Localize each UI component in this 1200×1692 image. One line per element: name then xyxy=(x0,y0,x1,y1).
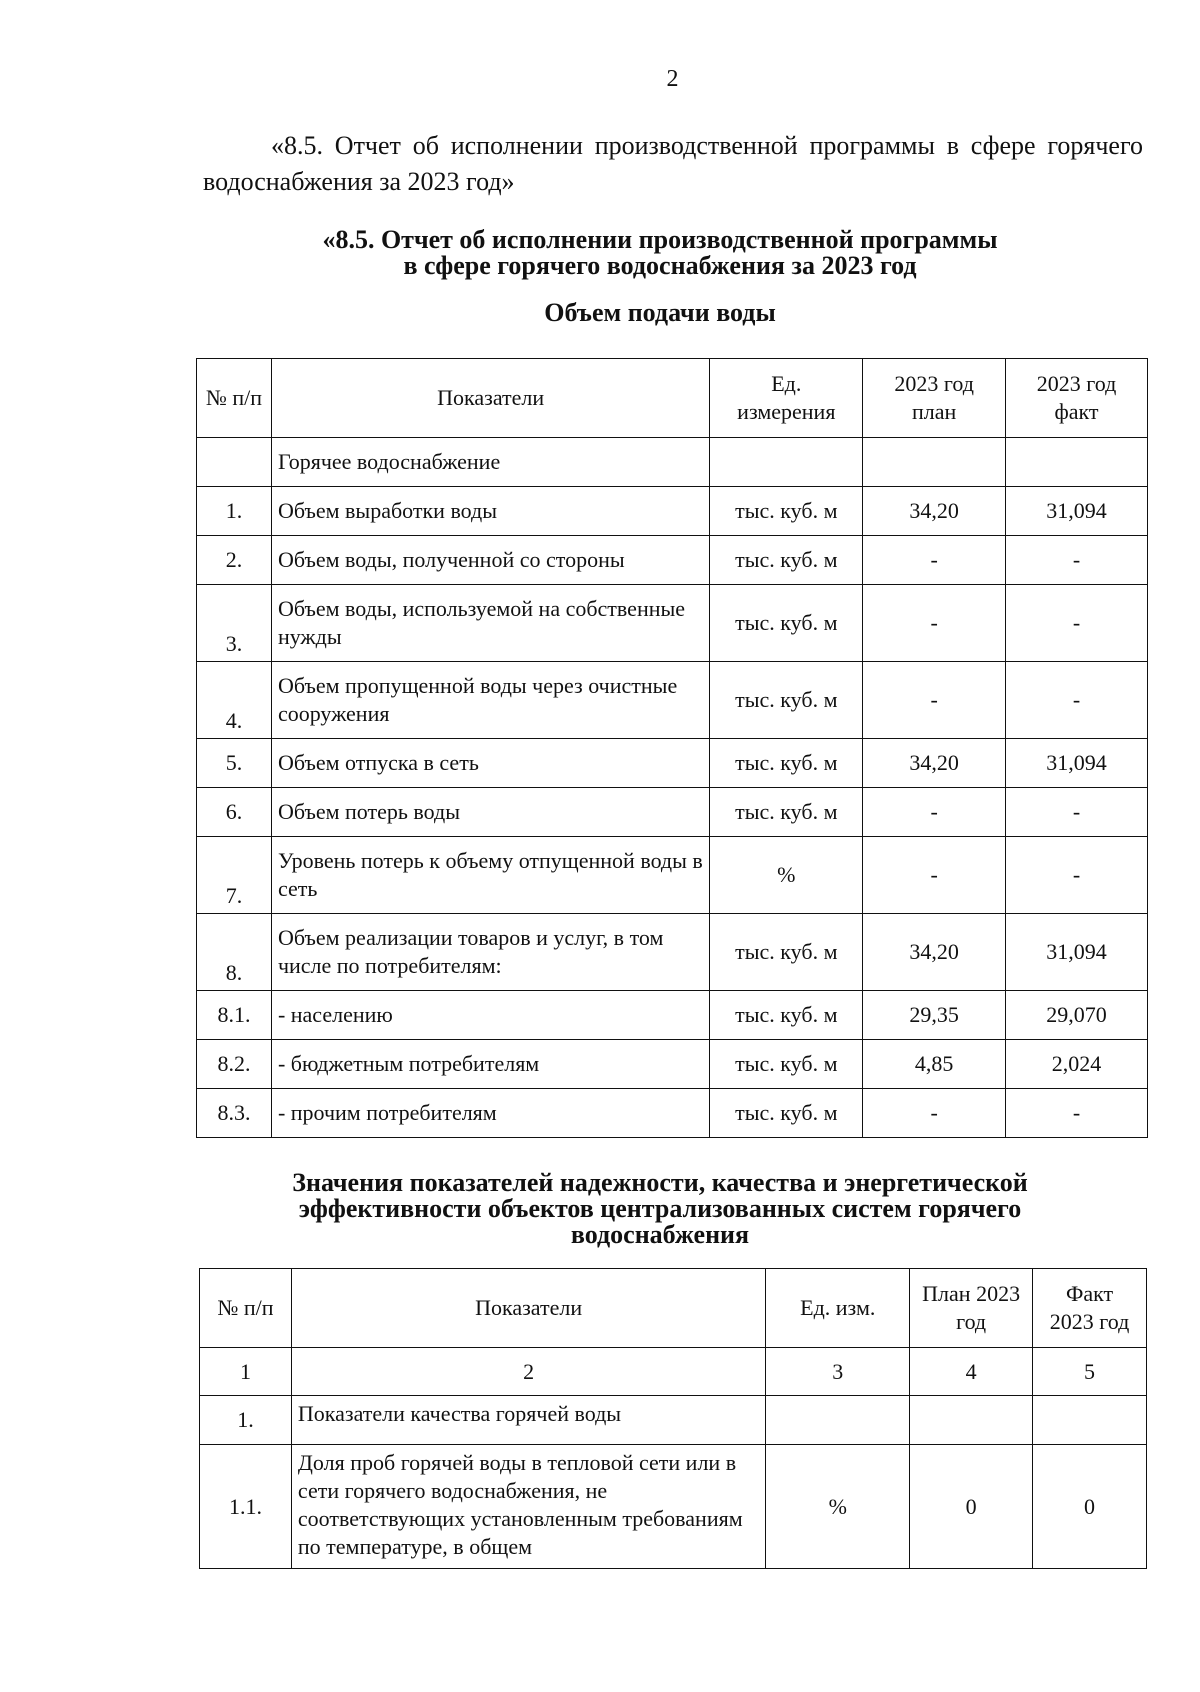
page-number: 2 xyxy=(666,66,679,92)
table-row xyxy=(197,739,1148,788)
row-fact-value: 31,094 xyxy=(1006,487,1148,536)
table-row xyxy=(197,487,1148,536)
row-unit: тыс. куб. м xyxy=(710,585,863,662)
table-row xyxy=(197,662,1148,739)
row-number: 3. xyxy=(197,585,272,662)
header-num: № п/п xyxy=(200,1269,292,1348)
row-number: 5. xyxy=(197,739,272,788)
row-unit: тыс. куб. м xyxy=(710,1040,863,1089)
row-fact-value: 29,070 xyxy=(1006,991,1148,1040)
row-unit: тыс. куб. м xyxy=(710,487,863,536)
row-indicator: Показатели качества горячей воды xyxy=(291,1396,765,1445)
row-number: 6. xyxy=(197,788,272,837)
row-fact-value xyxy=(1033,1396,1147,1445)
row-indicator: Объем потерь воды xyxy=(271,788,709,837)
row-plan-value: - xyxy=(863,837,1006,914)
row-number: 1. xyxy=(197,487,272,536)
table-header-row xyxy=(197,359,1148,438)
row-fact-value: - xyxy=(1006,585,1148,662)
column-number: 5 xyxy=(1033,1348,1147,1396)
table-row xyxy=(197,438,1148,487)
row-unit: тыс. куб. м xyxy=(710,1089,863,1138)
header-fact xyxy=(1006,359,1148,438)
table-header-row xyxy=(200,1269,1147,1348)
row-number: 8. xyxy=(197,914,272,991)
row-indicator: Объем выработки воды xyxy=(271,487,709,536)
row-plan-value: 29,35 xyxy=(863,991,1006,1040)
header-plan-line-1: План 2023 xyxy=(922,1281,1021,1306)
row-number: 7. xyxy=(197,837,272,914)
row-unit xyxy=(766,1396,910,1445)
row-fact-value: - xyxy=(1006,536,1148,585)
row-plan-value: 4,85 xyxy=(863,1040,1006,1089)
row-plan-value: 34,20 xyxy=(863,914,1006,991)
row-plan-value: 0 xyxy=(910,1445,1033,1569)
row-indicator: Объем реализации товаров и услуг, в том числе по потребителям: xyxy=(271,914,709,991)
document-heading xyxy=(180,227,1140,279)
row-number: 8.1. xyxy=(197,991,272,1040)
table-row xyxy=(197,914,1148,991)
header-plan xyxy=(863,359,1006,438)
row-fact-value: - xyxy=(1006,1089,1148,1138)
row-fact-value: - xyxy=(1006,788,1148,837)
header-fact-line-2: 2023 год xyxy=(1049,1309,1130,1334)
table-row xyxy=(197,536,1148,585)
column-number: 1 xyxy=(200,1348,292,1396)
header-unit: Ед. изм. xyxy=(766,1269,910,1348)
row-fact-value: - xyxy=(1006,837,1148,914)
row-plan-value: - xyxy=(863,662,1006,739)
row-indicator: Объем воды, используемой на собственные нужды xyxy=(271,585,709,662)
table2-title xyxy=(180,1170,1140,1248)
table1-title: Объем подачи воды xyxy=(544,298,776,327)
header-plan-line-1: 2023 год xyxy=(894,371,974,396)
header-unit xyxy=(710,359,863,438)
header-unit-line-1: Ед. xyxy=(771,371,802,396)
row-fact-value xyxy=(1006,438,1148,487)
table-row xyxy=(197,1089,1148,1138)
header-num: № п/п xyxy=(197,359,272,438)
row-plan-value: 34,20 xyxy=(863,739,1006,788)
row-unit: % xyxy=(766,1445,910,1569)
row-indicator: Горячее водоснабжение xyxy=(271,438,709,487)
header-indicator: Показатели xyxy=(271,359,709,438)
header-fact xyxy=(1033,1269,1147,1348)
header-plan-line-2: год xyxy=(956,1309,987,1334)
column-number: 2 xyxy=(291,1348,765,1396)
row-plan-value: - xyxy=(863,585,1006,662)
intro-paragraph: «8.5. Отчет об исполнении производственной программы в сфере горячего водоснабжения за 2023 год» xyxy=(203,131,1143,196)
row-fact-value: 31,094 xyxy=(1006,914,1148,991)
row-number: 4. xyxy=(197,662,272,739)
table-row xyxy=(197,991,1148,1040)
table-row xyxy=(200,1396,1147,1445)
row-indicator: - прочим потребителям xyxy=(271,1089,709,1138)
row-unit: тыс. куб. м xyxy=(710,788,863,837)
row-unit: тыс. куб. м xyxy=(710,739,863,788)
table-row xyxy=(200,1445,1147,1569)
row-indicator: - населению xyxy=(271,991,709,1040)
row-unit: тыс. куб. м xyxy=(710,662,863,739)
reliability-indicators-table xyxy=(199,1268,1147,1569)
row-plan-value: 34,20 xyxy=(863,487,1006,536)
row-unit xyxy=(710,438,863,487)
table2-title-line-1: Значения показателей надежности, качества и энергетической xyxy=(292,1168,1028,1197)
column-number: 4 xyxy=(910,1348,1033,1396)
column-number: 3 xyxy=(766,1348,910,1396)
row-fact-value: 2,024 xyxy=(1006,1040,1148,1089)
table-row xyxy=(197,1040,1148,1089)
row-number: 8.3. xyxy=(197,1089,272,1138)
table2-title-line-2: эффективности объектов централизованных систем горячего xyxy=(298,1194,1022,1223)
row-indicator: Объем воды, полученной со стороны xyxy=(271,536,709,585)
document-heading-line-1: «8.5. Отчет об исполнении производственной программы xyxy=(322,225,998,254)
row-number xyxy=(197,438,272,487)
row-number: 2. xyxy=(197,536,272,585)
table-row xyxy=(197,837,1148,914)
row-unit: тыс. куб. м xyxy=(710,914,863,991)
row-plan-value: - xyxy=(863,536,1006,585)
row-indicator: Уровень потерь к объему отпущенной воды в сеть xyxy=(271,837,709,914)
header-fact-line-2: факт xyxy=(1054,399,1099,424)
row-indicator: Доля проб горячей воды в тепловой сети или в сети горячего водоснабжения, не соответствующих установленным требованиям по температуре, в общем xyxy=(291,1445,765,1569)
column-number-row xyxy=(200,1348,1147,1396)
row-plan-value: - xyxy=(863,788,1006,837)
table-row xyxy=(197,788,1148,837)
row-number: 1.1. xyxy=(200,1445,292,1569)
row-fact-value: 0 xyxy=(1033,1445,1147,1569)
row-number: 8.2. xyxy=(197,1040,272,1089)
header-plan xyxy=(910,1269,1033,1348)
row-unit: тыс. куб. м xyxy=(710,991,863,1040)
row-plan-value xyxy=(910,1396,1033,1445)
row-indicator: Объем отпуска в сеть xyxy=(271,739,709,788)
header-fact-line-1: Факт xyxy=(1065,1281,1114,1306)
row-number: 1. xyxy=(200,1396,292,1445)
row-unit: % xyxy=(710,837,863,914)
row-indicator: - бюджетным потребителям xyxy=(271,1040,709,1089)
document-heading-line-2: в сфере горячего водоснабжения за 2023 год xyxy=(403,251,917,280)
header-plan-line-2: план xyxy=(912,399,957,424)
row-indicator: Объем пропущенной воды через очистные сооружения xyxy=(271,662,709,739)
row-plan-value: - xyxy=(863,1089,1006,1138)
row-fact-value: 31,094 xyxy=(1006,739,1148,788)
table-row xyxy=(197,585,1148,662)
header-fact-line-1: 2023 год xyxy=(1036,371,1117,396)
header-indicator: Показатели xyxy=(291,1269,765,1348)
table2-title-line-3: водоснабжения xyxy=(570,1220,750,1249)
row-unit: тыс. куб. м xyxy=(710,536,863,585)
water-supply-table xyxy=(196,358,1148,1138)
row-fact-value: - xyxy=(1006,662,1148,739)
row-plan-value xyxy=(863,438,1006,487)
header-unit-line-2: измерения xyxy=(737,399,836,424)
